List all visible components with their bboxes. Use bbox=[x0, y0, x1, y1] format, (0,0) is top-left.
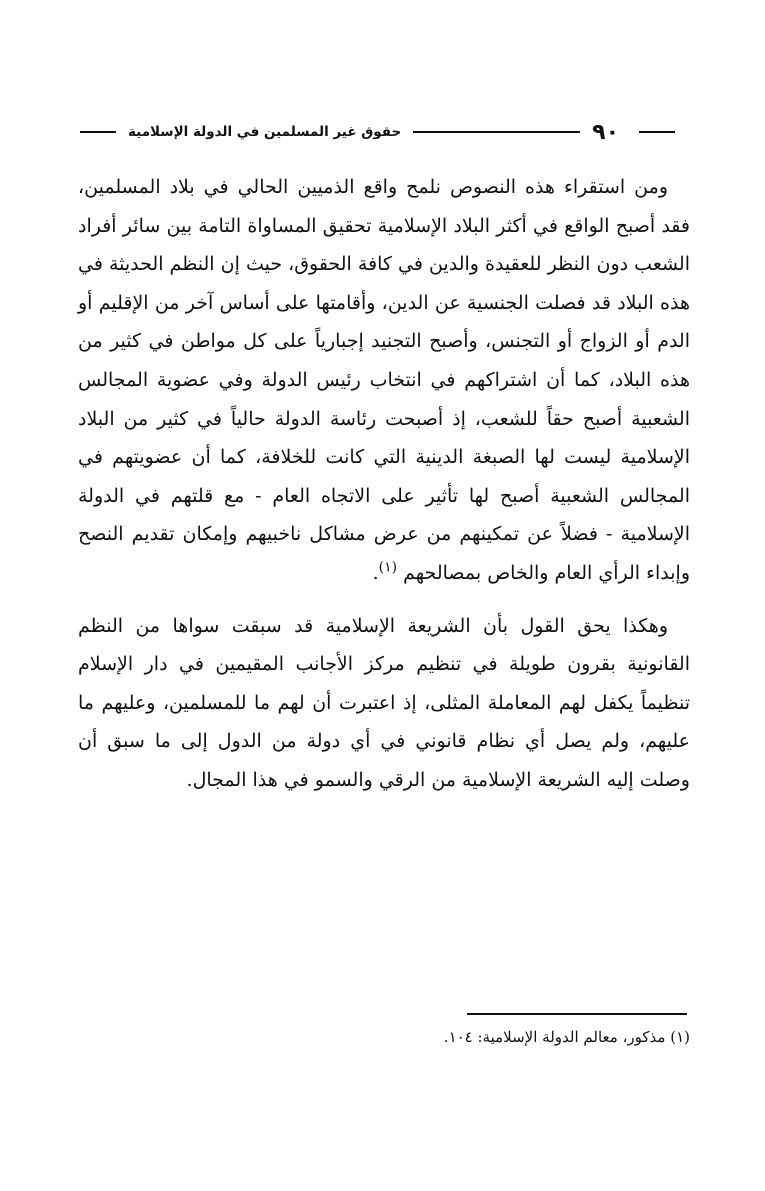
paragraph bbox=[78, 168, 690, 593]
footnote-separator bbox=[467, 1013, 687, 1015]
running-header bbox=[80, 112, 675, 152]
page-body bbox=[78, 168, 690, 800]
header-rule-right bbox=[639, 131, 675, 133]
header-rule-left bbox=[80, 131, 116, 133]
paragraph-text: ومن استقراء هذه النصوص نلمح واقع الذميين الحالي في بلاد المسلمين، فقد أصبح الواقع في أكثر البلاد الإسلامية تحقيق المساواة التامة بين سائر أفراد الشعب دون النظر للعقيدة والدين في كافة الحقوق، حيث إن النظم الحديثة في هذه البلاد قد فصلت الجنسية عن الدين، وأقامتها على أساس آخر من الإقليم أو الدم أو الزواج أو التجنس، وأصبح التجنيد إجبارياً على كل مواطن في كثير من هذه البلاد، كما أن اشتراكهم في انتخاب رئيس الدولة وفي عضوية المجالس الشعبية أصبح حقاً للشعب، إذ أصبحت رئاسة الدولة حالياً في كثير من البلاد الإسلامية ليست لها الصبغة الدينية التي كانت للخلافة، كما أن عضويتهم في المجالس الشعبية أصبح لها تأثير على الاتجاه العام - مع قلتهم في الدولة الإسلامية - فضلاً عن تمكينهم من عرض مشاكل ناخبيهم وإمكان تقديم النصح وإبداء الرأي العام والخاص بمصالحهم bbox=[78, 176, 690, 584]
paragraph-end-mark: . bbox=[372, 561, 379, 584]
paragraph-text: وهكذا يحق القول بأن الشريعة الإسلامية قد سبقت سواها من النظم القانونية بقرون طويلة في تنظيم مركز الأجانب المقيمين في دار الإسلام تنظيماً يكفل لهم المعاملة المثلى، إذ اعتبرت أن لهم ما للمسلمين، وعليهم ما عليهم، ولم يصل أي نظام قانوني في أي دولة من الدول إلى ما سبق أن وصلت إليه الشريعة الإسلامية من الرقي والسمو في هذا المجال. bbox=[78, 614, 690, 791]
header-rule-middle bbox=[413, 131, 580, 133]
footnote: (١) مذكور، معالم الدولة الإسلامية: ١٠٤. bbox=[443, 1028, 690, 1046]
footnote-reference: (١) bbox=[378, 559, 398, 576]
page-number: ٩٠ bbox=[592, 119, 619, 145]
running-title: حقوق غير المسلمين في الدولة الإسلامية bbox=[128, 124, 402, 140]
paragraph bbox=[78, 607, 690, 800]
